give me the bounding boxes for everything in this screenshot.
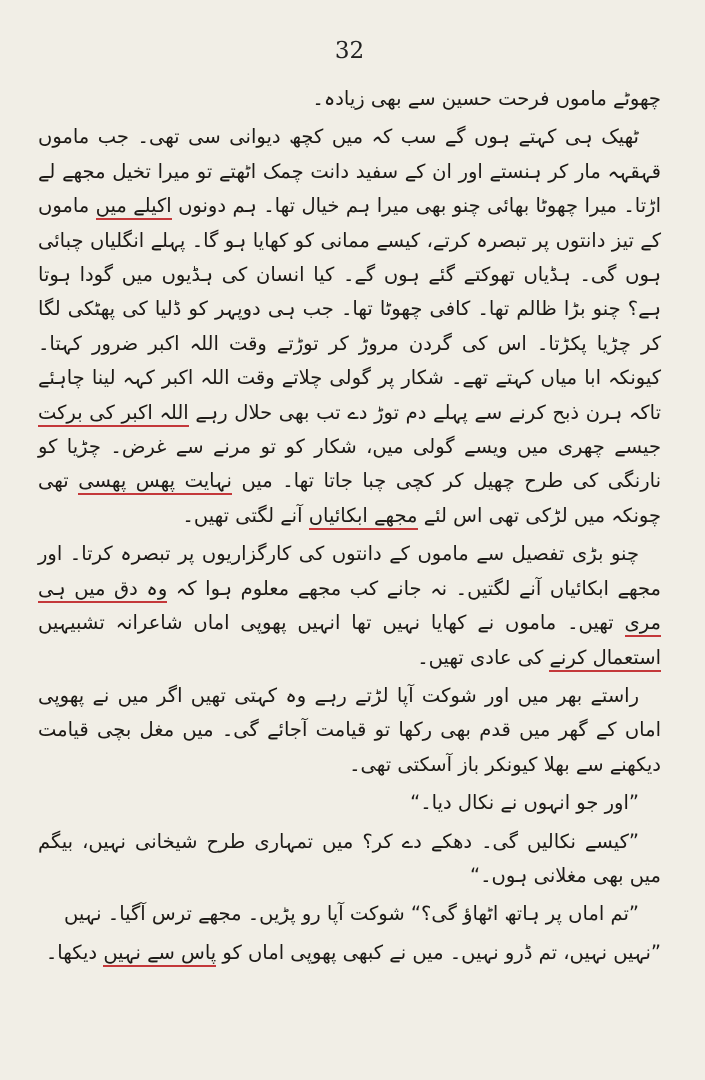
paragraph: [38, 120, 661, 533]
underlined-phrase: وہ دق میں ہی مری: [38, 577, 661, 637]
text-run: ”اور جو انہوں نے نکال دیا۔“: [410, 791, 639, 815]
text-run: آنے لگتی تھیں۔: [182, 503, 309, 527]
text-run: ٹھیک ہی کہتے ہوں گے سب کہ میں کچھ دیوانی سی تھی۔ جب ماموں قہقہہ مار کر ہنستے اور ان کے سفید دانت چمک اٹھتے تو میرا تخیل مجھے لے اڑتا۔ میرا چھوٹا بھائی چنو بھی میرا ہم خیال تھا۔ ہم دونوں: [38, 125, 661, 218]
text-run: جیسے چھری میں ویسے گولی میں، شکار کو تو مرنے سے غرض۔ چڑیا کو نارنگی کی طرح چھیل کر کچی چبا جاتا تھا۔ میں: [38, 435, 661, 493]
text-run: کی عادی تھیں۔: [417, 645, 550, 669]
underlined-phrase: استعمال کرنے: [549, 646, 661, 672]
page-number: 32: [334, 38, 365, 64]
text-run: ”نہیں نہیں، تم ڈرو نہیں۔ میں نے کبھی پھوپی اماں کو: [216, 940, 661, 964]
paragraph: [38, 537, 661, 675]
paragraph: [38, 897, 661, 931]
text-run: چھوٹے ماموں فرحت حسین سے بھی زیادہ۔: [312, 87, 661, 110]
text-run: ”کیسے نکالیں گی۔ دھکے دے کر؟ میں تمہاری طرح شیخانی نہیں، بیگم میں بھی مغلانی ہوں۔“: [38, 829, 661, 887]
paragraph: [38, 82, 661, 116]
text-run: چنو بڑی تفصیل سے ماموں کے دانتوں کی کارگزاریوں پر تبصرہ کرتا۔ اور مجھے ابکائیاں آنے لگتیں۔ نہ جانے کب مجھے معلوم ہوا کہ: [38, 542, 661, 600]
text-run: ”تم اماں پر ہاتھ اٹھاؤ گی؟“ شوکت آپا رو پڑیں۔ مجھے ترس آگیا۔ نہیں: [63, 902, 639, 926]
page-body-text: [38, 82, 661, 970]
underlined-phrase: اکیلے میں: [96, 194, 172, 220]
underlined-phrase: اللہ اکبر کی برکت: [38, 401, 189, 427]
paragraph: [38, 679, 661, 782]
underlined-phrase: مجھے ابکائیاں: [309, 504, 418, 530]
text-run: راستے بھر میں اور شوکت آپا لڑتے رہے وہ کہتی تھیں اگر میں نے پھوپی اماں کے گھر میں قدم بھی رکھا تو قیامت آجائے گی۔ میں مغل بچی قیامت دیکھنے سے بھلا کیونکر باز آسکتی تھی۔: [38, 683, 661, 776]
text-run: تھی چونکہ میں لڑکی تھی اس لئے: [38, 469, 661, 527]
paragraph: [38, 825, 661, 894]
underlined-phrase: نہایت پھس پھسی: [78, 469, 232, 495]
paragraph: [38, 936, 661, 970]
text-run: دیکھا۔: [45, 940, 104, 964]
underlined-phrase: پاس سے نہیں: [103, 941, 216, 967]
text-run: ماموں کے تیز دانتوں پر تبصرہ کرتے، کیسے ممانی کو کھایا ہو گا۔ پہلے انگلیاں چبائی ہوں گی۔ ہڈیاں تھوکتے گئے ہوں گے۔ کیا انسان کی ہڈیوں میں گودا ہوتا ہے؟ چنو بڑا ظالم تھا۔ کافی چھوٹا تھا۔ جب ہی دوپہر کو ڈلیا کی پھٹکی لگا کر چڑیا پکڑتا۔ اس کی گردن مروڑ کر توڑتے وقت اللہ اکبر ضرور کہتا۔ کیونکہ ابا میاں کہتے تھے۔ شکار پر گولی چلاتے وقت اللہ اکبر کہہ لینا چاہئے تاکہ ہرن ذبح کرنے سے پہلے دم توڑ دے تب بھی حلال رہے: [38, 194, 661, 424]
text-run: تھیں۔ ماموں نے کھایا نہیں تھا انہیں پھوپی اماں شاعرانہ تشبیہیں: [38, 611, 625, 635]
paragraph: [38, 786, 661, 820]
